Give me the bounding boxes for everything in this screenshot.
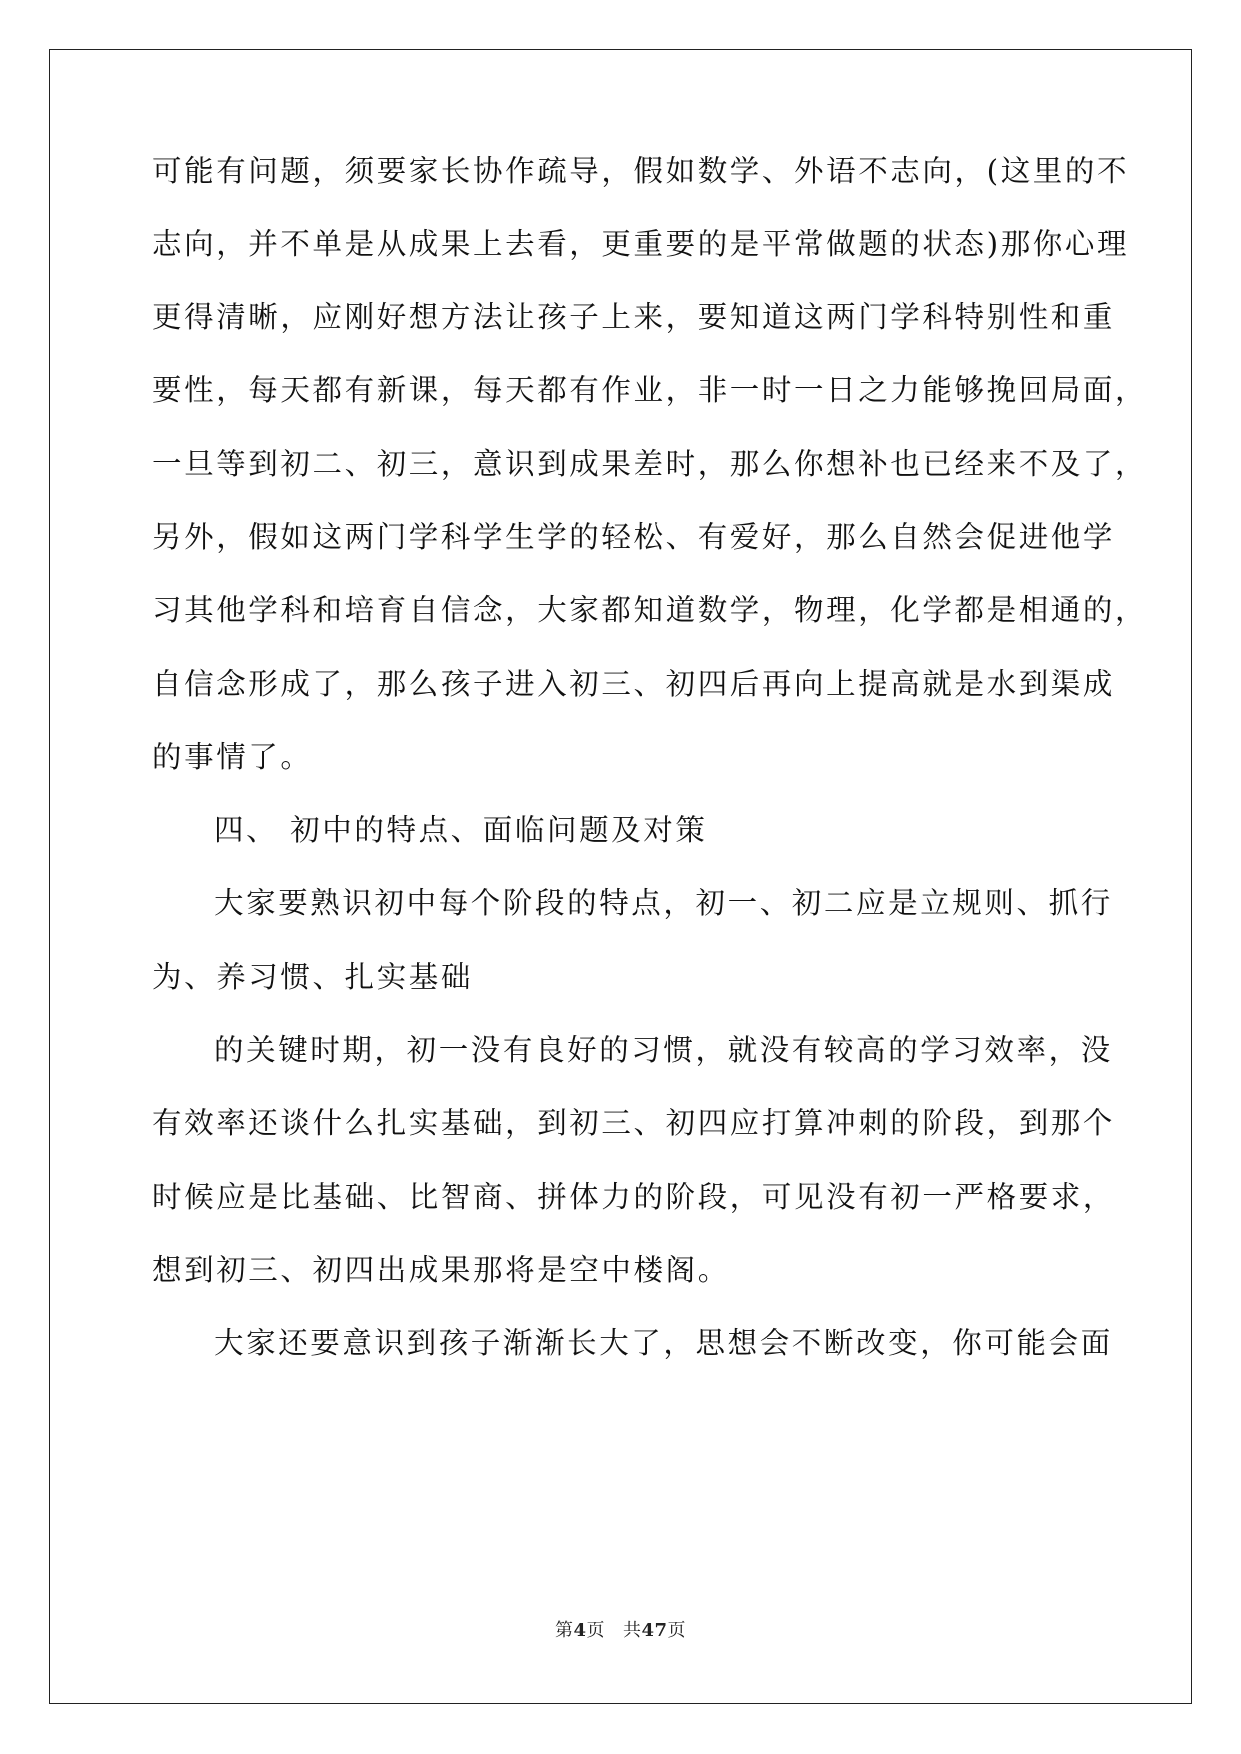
body-text-line: 自信念形成了，那么孩子进入初三、初四后再向上提高就是水到渠成: [152, 667, 1116, 701]
total-unit: 页: [667, 1620, 687, 1641]
page-footer: [0, 1620, 1241, 1642]
total-pages: 47: [641, 1620, 668, 1641]
body-text-line: 志向，并不单是从成果上去看，更重要的是平常做题的状态)那你心理: [152, 227, 1130, 261]
body-text-line: 为、养习惯、扎实基础: [152, 960, 474, 994]
body-text-line: 习其他学科和培育自信念，大家都知道数学，物理，化学都是相通的，: [152, 593, 1148, 627]
page-border: [49, 49, 1192, 1704]
page-prefix: 第: [554, 1620, 574, 1641]
page-unit: 页: [586, 1620, 605, 1641]
body-text-line: 有效率还谈什么扎实基础，到初三、初四应打算冲刺的阶段，到那个: [152, 1106, 1116, 1140]
paragraph-first-line: 大家还要意识到孩子渐渐长大了，思想会不断改变，你可能会面: [214, 1326, 1113, 1360]
section-heading: 四、 初中的特点、面临问题及对策: [214, 813, 708, 847]
body-text-line: 想到初三、初四出成果那将是空中楼阁。: [152, 1253, 730, 1287]
total-prefix: 共: [622, 1620, 642, 1641]
paragraph-first-line: 的关键时期，初一没有良好的习惯，就没有较高的学习效率，没: [214, 1033, 1113, 1067]
body-text-line: 可能有问题，须要家长协作疏导，假如数学、外语不志向，(这里的不: [152, 154, 1130, 188]
body-text-line: 时候应是比基础、比智商、拼体力的阶段，可见没有初一严格要求，: [152, 1180, 1116, 1214]
paragraph-first-line: 大家要熟识初中每个阶段的特点，初一、初二应是立规则、抓行: [214, 886, 1113, 920]
body-text-line: 更得清晰，应刚好想方法让孩子上来，要知道这两门学科特别性和重: [152, 300, 1116, 334]
body-text-line: 的事情了。: [152, 740, 313, 774]
body-text-line: 一旦等到初二、初三，意识到成果差时，那么你想补也已经来不及了，: [152, 447, 1148, 481]
page-number: 4: [573, 1620, 587, 1641]
body-text-line: 另外，假如这两门学科学生学的轻松、有爱好，那么自然会促进他学: [152, 520, 1116, 554]
body-text-line: 要性，每天都有新课，每天都有作业，非一时一日之力能够挽回局面，: [152, 373, 1148, 407]
